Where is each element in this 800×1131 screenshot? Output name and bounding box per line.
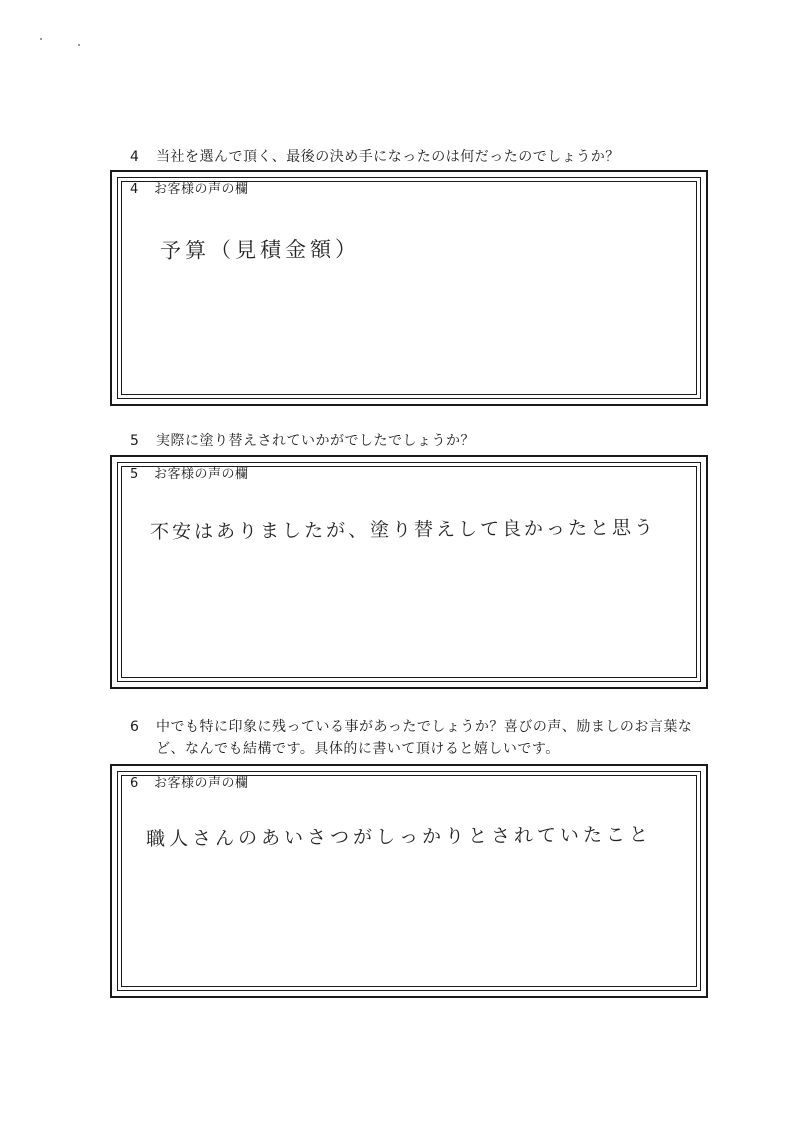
answer-box-6 xyxy=(110,764,708,998)
box-header xyxy=(130,463,249,482)
box-border xyxy=(117,462,701,682)
handwritten-answer: 不安はありましたが、塗り替えして良かったと思う xyxy=(149,516,657,544)
question-6-line2 xyxy=(156,738,560,760)
answer-box-5 xyxy=(110,455,708,689)
question-number: 5 xyxy=(130,433,140,449)
question-number: 6 xyxy=(130,719,140,735)
question-6 xyxy=(130,716,692,738)
scan-speck xyxy=(78,44,80,46)
box-border-inner xyxy=(121,775,697,987)
box-border-inner xyxy=(121,181,697,395)
box-number: 5 xyxy=(130,467,139,482)
handwritten-answer: 職人さんのあいさつがしっかりとされていたこと xyxy=(145,823,653,851)
question-text-line2: ど、なんでも結構です。具体的に書いて頂けると嬉しいです。 xyxy=(156,741,560,757)
box-border xyxy=(117,177,701,399)
question-number: 4 xyxy=(130,149,140,165)
scan-speck xyxy=(40,38,42,40)
question-4 xyxy=(130,146,620,168)
box-border xyxy=(117,771,701,991)
box-border-inner xyxy=(121,466,697,678)
question-text-line1: 中でも特に印象に残っている事があったでしょうか？喜びの声、励ましのお言葉な xyxy=(156,719,693,735)
box-label: お客様の声の欄 xyxy=(154,182,249,197)
question-text: 当社を選んで頂く、最後の決め手になったのは何だったのでしょうか？ xyxy=(156,149,620,165)
box-number: 6 xyxy=(130,776,139,791)
handwritten-answer: 予算（見積金額） xyxy=(159,237,361,263)
box-label: お客様の声の欄 xyxy=(154,467,249,482)
question-text: 実際に塗り替えされていかがでしたでしょうか？ xyxy=(156,433,475,449)
box-label: お客様の声の欄 xyxy=(154,776,249,791)
box-header xyxy=(130,178,249,197)
question-5 xyxy=(130,430,475,452)
answer-box-4 xyxy=(110,170,708,406)
box-header xyxy=(130,772,249,791)
box-number: 4 xyxy=(130,182,139,197)
